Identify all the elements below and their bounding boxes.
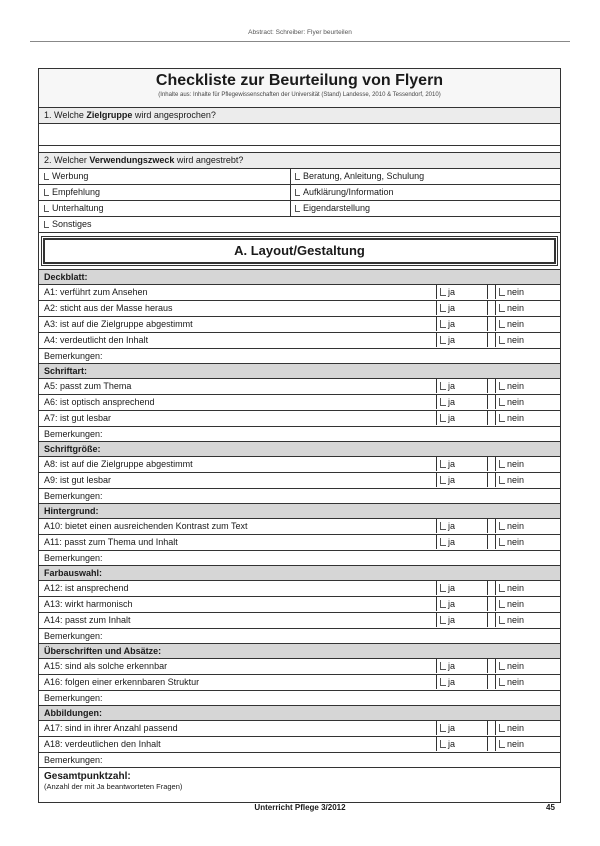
criterion-label: A18: verdeutlichen den Inhalt: [44, 739, 161, 749]
remarks-field[interactable]: Bemerkungen:: [39, 427, 560, 442]
no-option[interactable]: [495, 457, 555, 471]
checkbox-icon[interactable]: [295, 205, 300, 212]
form-title: Checkliste zur Beurteilung von Flyern: [155, 72, 444, 89]
criterion-row: [39, 301, 560, 317]
checkbox-icon[interactable]: [440, 414, 446, 422]
yes-option[interactable]: [436, 285, 488, 299]
title-box: [39, 69, 560, 108]
criterion-label: A14: passt zum Inhalt: [44, 615, 131, 625]
category-heading: Schriftart:: [39, 364, 560, 379]
purpose-row: [39, 169, 560, 185]
criterion-label: A13: wirkt harmonisch: [44, 599, 133, 609]
yes-label: ja: [448, 615, 456, 625]
criterion-row: [39, 395, 560, 411]
category-heading: Farbauswahl:: [39, 566, 560, 581]
footer-journal: Unterricht Pflege 3/2012: [254, 803, 346, 812]
criterion-row: [39, 659, 560, 675]
yes-option[interactable]: [436, 613, 488, 627]
yes-option[interactable]: [436, 333, 488, 347]
criterion-row: [39, 317, 560, 333]
checkbox-icon[interactable]: [499, 538, 505, 546]
yes-label: ja: [448, 303, 456, 313]
no-option[interactable]: [495, 721, 555, 735]
yes-label: ja: [448, 475, 456, 485]
yes-label: ja: [448, 583, 456, 593]
purpose-option[interactable]: [291, 169, 560, 184]
criterion-label: A5: passt zum Thema: [44, 381, 132, 391]
yes-label: ja: [448, 459, 456, 469]
section-title: A. Layout/Gestaltung: [43, 238, 556, 264]
checkbox-icon[interactable]: [440, 336, 446, 344]
source-note: (Inhalte aus: Inhalte für Pflegewissenschaften der Universität (Stand) Landesse, 2010 & Tessendorf, 2010): [158, 92, 441, 98]
yes-option[interactable]: [436, 721, 488, 735]
purpose-option-label: Aufklärung/Information: [303, 187, 394, 197]
no-label: nein: [507, 413, 525, 423]
yes-option[interactable]: [436, 457, 488, 471]
yes-label: ja: [448, 413, 456, 423]
yes-label: ja: [448, 677, 456, 687]
yes-label: ja: [448, 319, 456, 329]
checkbox-icon[interactable]: [499, 616, 505, 624]
no-label: nein: [507, 739, 525, 749]
no-option[interactable]: [495, 379, 555, 393]
checkbox-icon[interactable]: [440, 476, 446, 484]
checkbox-icon[interactable]: [440, 678, 446, 686]
yes-label: ja: [448, 661, 456, 671]
no-label: nein: [507, 475, 525, 485]
no-option[interactable]: [495, 411, 555, 425]
checkbox-icon[interactable]: [440, 662, 446, 670]
purpose-other-row[interactable]: [39, 217, 560, 233]
checkbox-icon[interactable]: [440, 724, 446, 732]
section-wrap: [39, 233, 560, 270]
yes-option[interactable]: [436, 301, 488, 315]
no-label: nein: [507, 583, 525, 593]
no-label: nein: [507, 677, 525, 687]
no-label: nein: [507, 723, 525, 733]
criterion-label: A17: sind in ihrer Anzahl passend: [44, 723, 178, 733]
checkbox-icon[interactable]: [499, 522, 505, 530]
q1-prefix: 1. Welche: [44, 110, 87, 120]
criterion-row: [39, 721, 560, 737]
criterion-row: [39, 613, 560, 629]
yes-option[interactable]: [436, 581, 488, 595]
no-label: nein: [507, 615, 525, 625]
checkbox-icon[interactable]: [499, 460, 505, 468]
remarks-field[interactable]: Bemerkungen:: [39, 349, 560, 364]
checkbox-icon[interactable]: [44, 189, 49, 196]
no-option[interactable]: [495, 737, 555, 751]
purpose-option-label: Eigendarstellung: [303, 203, 371, 213]
criterion-row: [39, 473, 560, 489]
checkbox-icon[interactable]: [499, 600, 505, 608]
yes-label: ja: [448, 599, 456, 609]
purpose-option-label: Empfehlung: [52, 187, 101, 197]
running-header: Abstract: Schreiber: Flyer beurteilen: [248, 29, 352, 36]
page-number: 45: [546, 803, 555, 812]
criterion-label: A15: sind als solche erkennbar: [44, 661, 168, 671]
criterion-row: [39, 535, 560, 551]
checkbox-icon[interactable]: [440, 460, 446, 468]
checkbox-icon[interactable]: [295, 189, 300, 196]
yes-option[interactable]: [436, 411, 488, 425]
no-option[interactable]: [495, 519, 555, 533]
checkbox-icon[interactable]: [295, 173, 300, 180]
yes-label: ja: [448, 397, 456, 407]
checkbox-icon[interactable]: [440, 600, 446, 608]
criterion-label: A3: ist auf die Zielgruppe abgestimmt: [44, 319, 193, 329]
checklist-form: [38, 68, 561, 803]
no-option[interactable]: [495, 659, 555, 673]
yes-label: ja: [448, 381, 456, 391]
no-label: nein: [507, 287, 525, 297]
checkbox-icon[interactable]: [440, 522, 446, 530]
purpose-option[interactable]: [39, 169, 291, 184]
checkbox-icon[interactable]: [440, 398, 446, 406]
yes-option[interactable]: [436, 395, 488, 409]
checkbox-icon[interactable]: [499, 320, 505, 328]
header-rule: [30, 41, 570, 42]
no-label: nein: [507, 521, 525, 531]
checkbox-icon[interactable]: [499, 288, 505, 296]
checkbox-icon[interactable]: [440, 288, 446, 296]
criterion-label: A11: passt zum Thema und Inhalt: [44, 537, 178, 547]
category-heading: Deckblatt:: [39, 270, 560, 285]
total-score-note: (Anzahl der mit Ja beantworteten Fragen): [44, 782, 183, 791]
no-option[interactable]: [495, 581, 555, 595]
purpose-option[interactable]: [291, 185, 560, 200]
yes-option[interactable]: [436, 473, 488, 487]
no-option[interactable]: [495, 317, 555, 331]
criterion-row: [39, 333, 560, 349]
yes-option[interactable]: [436, 659, 488, 673]
no-label: nein: [507, 303, 525, 313]
checkbox-icon[interactable]: [44, 205, 49, 212]
no-option[interactable]: [495, 597, 555, 611]
yes-option[interactable]: [436, 519, 488, 533]
criterion-row: [39, 379, 560, 395]
category-heading: Überschriften und Absätze:: [39, 644, 560, 659]
q1-suffix: wird angesprochen?: [132, 110, 216, 120]
checkbox-icon[interactable]: [499, 740, 505, 748]
checkbox-icon[interactable]: [499, 724, 505, 732]
criterion-label: A16: folgen einer erkennbaren Struktur: [44, 677, 200, 687]
no-option[interactable]: [495, 395, 555, 409]
criterion-row: [39, 285, 560, 301]
q1-bold: Zielgruppe: [86, 110, 133, 120]
yes-label: ja: [448, 723, 456, 733]
criterion-row: [39, 737, 560, 753]
checkbox-icon[interactable]: [499, 382, 505, 390]
yes-label: ja: [448, 739, 456, 749]
checkbox-icon[interactable]: [499, 678, 505, 686]
purpose-option-label: Werbung: [52, 171, 89, 181]
criterion-label: A4: verdeutlicht den Inhalt: [44, 335, 149, 345]
no-option[interactable]: [495, 285, 555, 299]
checkbox-icon[interactable]: [440, 538, 446, 546]
no-label: nein: [507, 537, 525, 547]
question-purpose: [39, 153, 560, 169]
criterion-row: [39, 581, 560, 597]
checkbox-icon[interactable]: [499, 336, 505, 344]
criterion-label: A9: ist gut lesbar: [44, 475, 112, 485]
checkbox-icon[interactable]: [44, 173, 49, 180]
criterion-label: A7: ist gut lesbar: [44, 413, 112, 423]
total-score-title: Gesamtpunktzahl:: [44, 771, 131, 782]
checkbox-icon[interactable]: [499, 584, 505, 592]
checkbox-icon[interactable]: [499, 414, 505, 422]
checkbox-icon[interactable]: [440, 616, 446, 624]
no-option[interactable]: [495, 675, 555, 689]
checkbox-icon[interactable]: [499, 398, 505, 406]
criterion-label: A2: sticht aus der Masse heraus: [44, 303, 173, 313]
purpose-option-label: Beratung, Anleitung, Schulung: [303, 171, 425, 181]
spacer: [39, 146, 560, 153]
criterion-row: [39, 457, 560, 473]
remarks-field[interactable]: Bemerkungen:: [39, 551, 560, 566]
remarks-field[interactable]: Bemerkungen:: [39, 489, 560, 504]
remarks-field[interactable]: Bemerkungen:: [39, 629, 560, 644]
criterion-label: A12: ist ansprechend: [44, 583, 129, 593]
no-label: nein: [507, 335, 525, 345]
purpose-row: [39, 185, 560, 201]
criterion-label: A10: bietet einen ausreichenden Kontrast zum Text: [44, 521, 248, 531]
no-option[interactable]: [495, 535, 555, 549]
checkbox-icon[interactable]: [440, 584, 446, 592]
q2-suffix: wird angestrebt?: [174, 155, 244, 165]
target-group-answer-field[interactable]: [39, 124, 560, 146]
no-label: nein: [507, 599, 525, 609]
purpose-option[interactable]: [39, 201, 291, 216]
no-option[interactable]: [495, 613, 555, 627]
no-option[interactable]: [495, 473, 555, 487]
category-heading: Abbildungen:: [39, 706, 560, 721]
checkbox-icon[interactable]: [440, 382, 446, 390]
yes-label: ja: [448, 335, 456, 345]
checkbox-icon[interactable]: [499, 662, 505, 670]
yes-option[interactable]: [436, 737, 488, 751]
question-target-group: [39, 108, 560, 124]
remarks-field[interactable]: Bemerkungen:: [39, 691, 560, 706]
yes-option[interactable]: [436, 379, 488, 393]
no-label: nein: [507, 661, 525, 671]
checkbox-icon[interactable]: [499, 304, 505, 312]
q2-prefix: 2. Welcher: [44, 155, 90, 165]
yes-label: ja: [448, 287, 456, 297]
criterion-row: [39, 597, 560, 613]
no-label: nein: [507, 397, 525, 407]
yes-option[interactable]: [436, 675, 488, 689]
checkbox-icon[interactable]: [440, 740, 446, 748]
total-score: [39, 768, 560, 802]
criterion-label: A1: verführt zum Ansehen: [44, 287, 148, 297]
checkbox-icon[interactable]: [499, 476, 505, 484]
yes-option[interactable]: [436, 535, 488, 549]
checkbox-icon[interactable]: [440, 304, 446, 312]
criterion-row: [39, 411, 560, 427]
no-option[interactable]: [495, 301, 555, 315]
no-option[interactable]: [495, 333, 555, 347]
purpose-row: [39, 201, 560, 217]
purpose-option-label: Unterhaltung: [52, 203, 104, 213]
no-label: nein: [507, 381, 525, 391]
no-label: nein: [507, 319, 525, 329]
remarks-field[interactable]: Bemerkungen:: [39, 753, 560, 768]
q2-bold: Verwendungszweck: [89, 155, 175, 165]
yes-label: ja: [448, 537, 456, 547]
checkbox-icon[interactable]: [440, 320, 446, 328]
purpose-other-label: Sonstiges: [52, 219, 92, 229]
category-heading: Schriftgröße:: [39, 442, 560, 457]
category-heading: Hintergrund:: [39, 504, 560, 519]
yes-option[interactable]: [436, 597, 488, 611]
yes-label: ja: [448, 521, 456, 531]
purpose-option[interactable]: [291, 201, 560, 216]
criterion-row: [39, 675, 560, 691]
criterion-label: A8: ist auf die Zielgruppe abgestimmt: [44, 459, 193, 469]
criterion-row: [39, 519, 560, 535]
checkbox-icon[interactable]: [44, 221, 49, 228]
criterion-label: A6: ist optisch ansprechend: [44, 397, 155, 407]
yes-option[interactable]: [436, 317, 488, 331]
purpose-option[interactable]: [39, 185, 291, 200]
no-label: nein: [507, 459, 525, 469]
